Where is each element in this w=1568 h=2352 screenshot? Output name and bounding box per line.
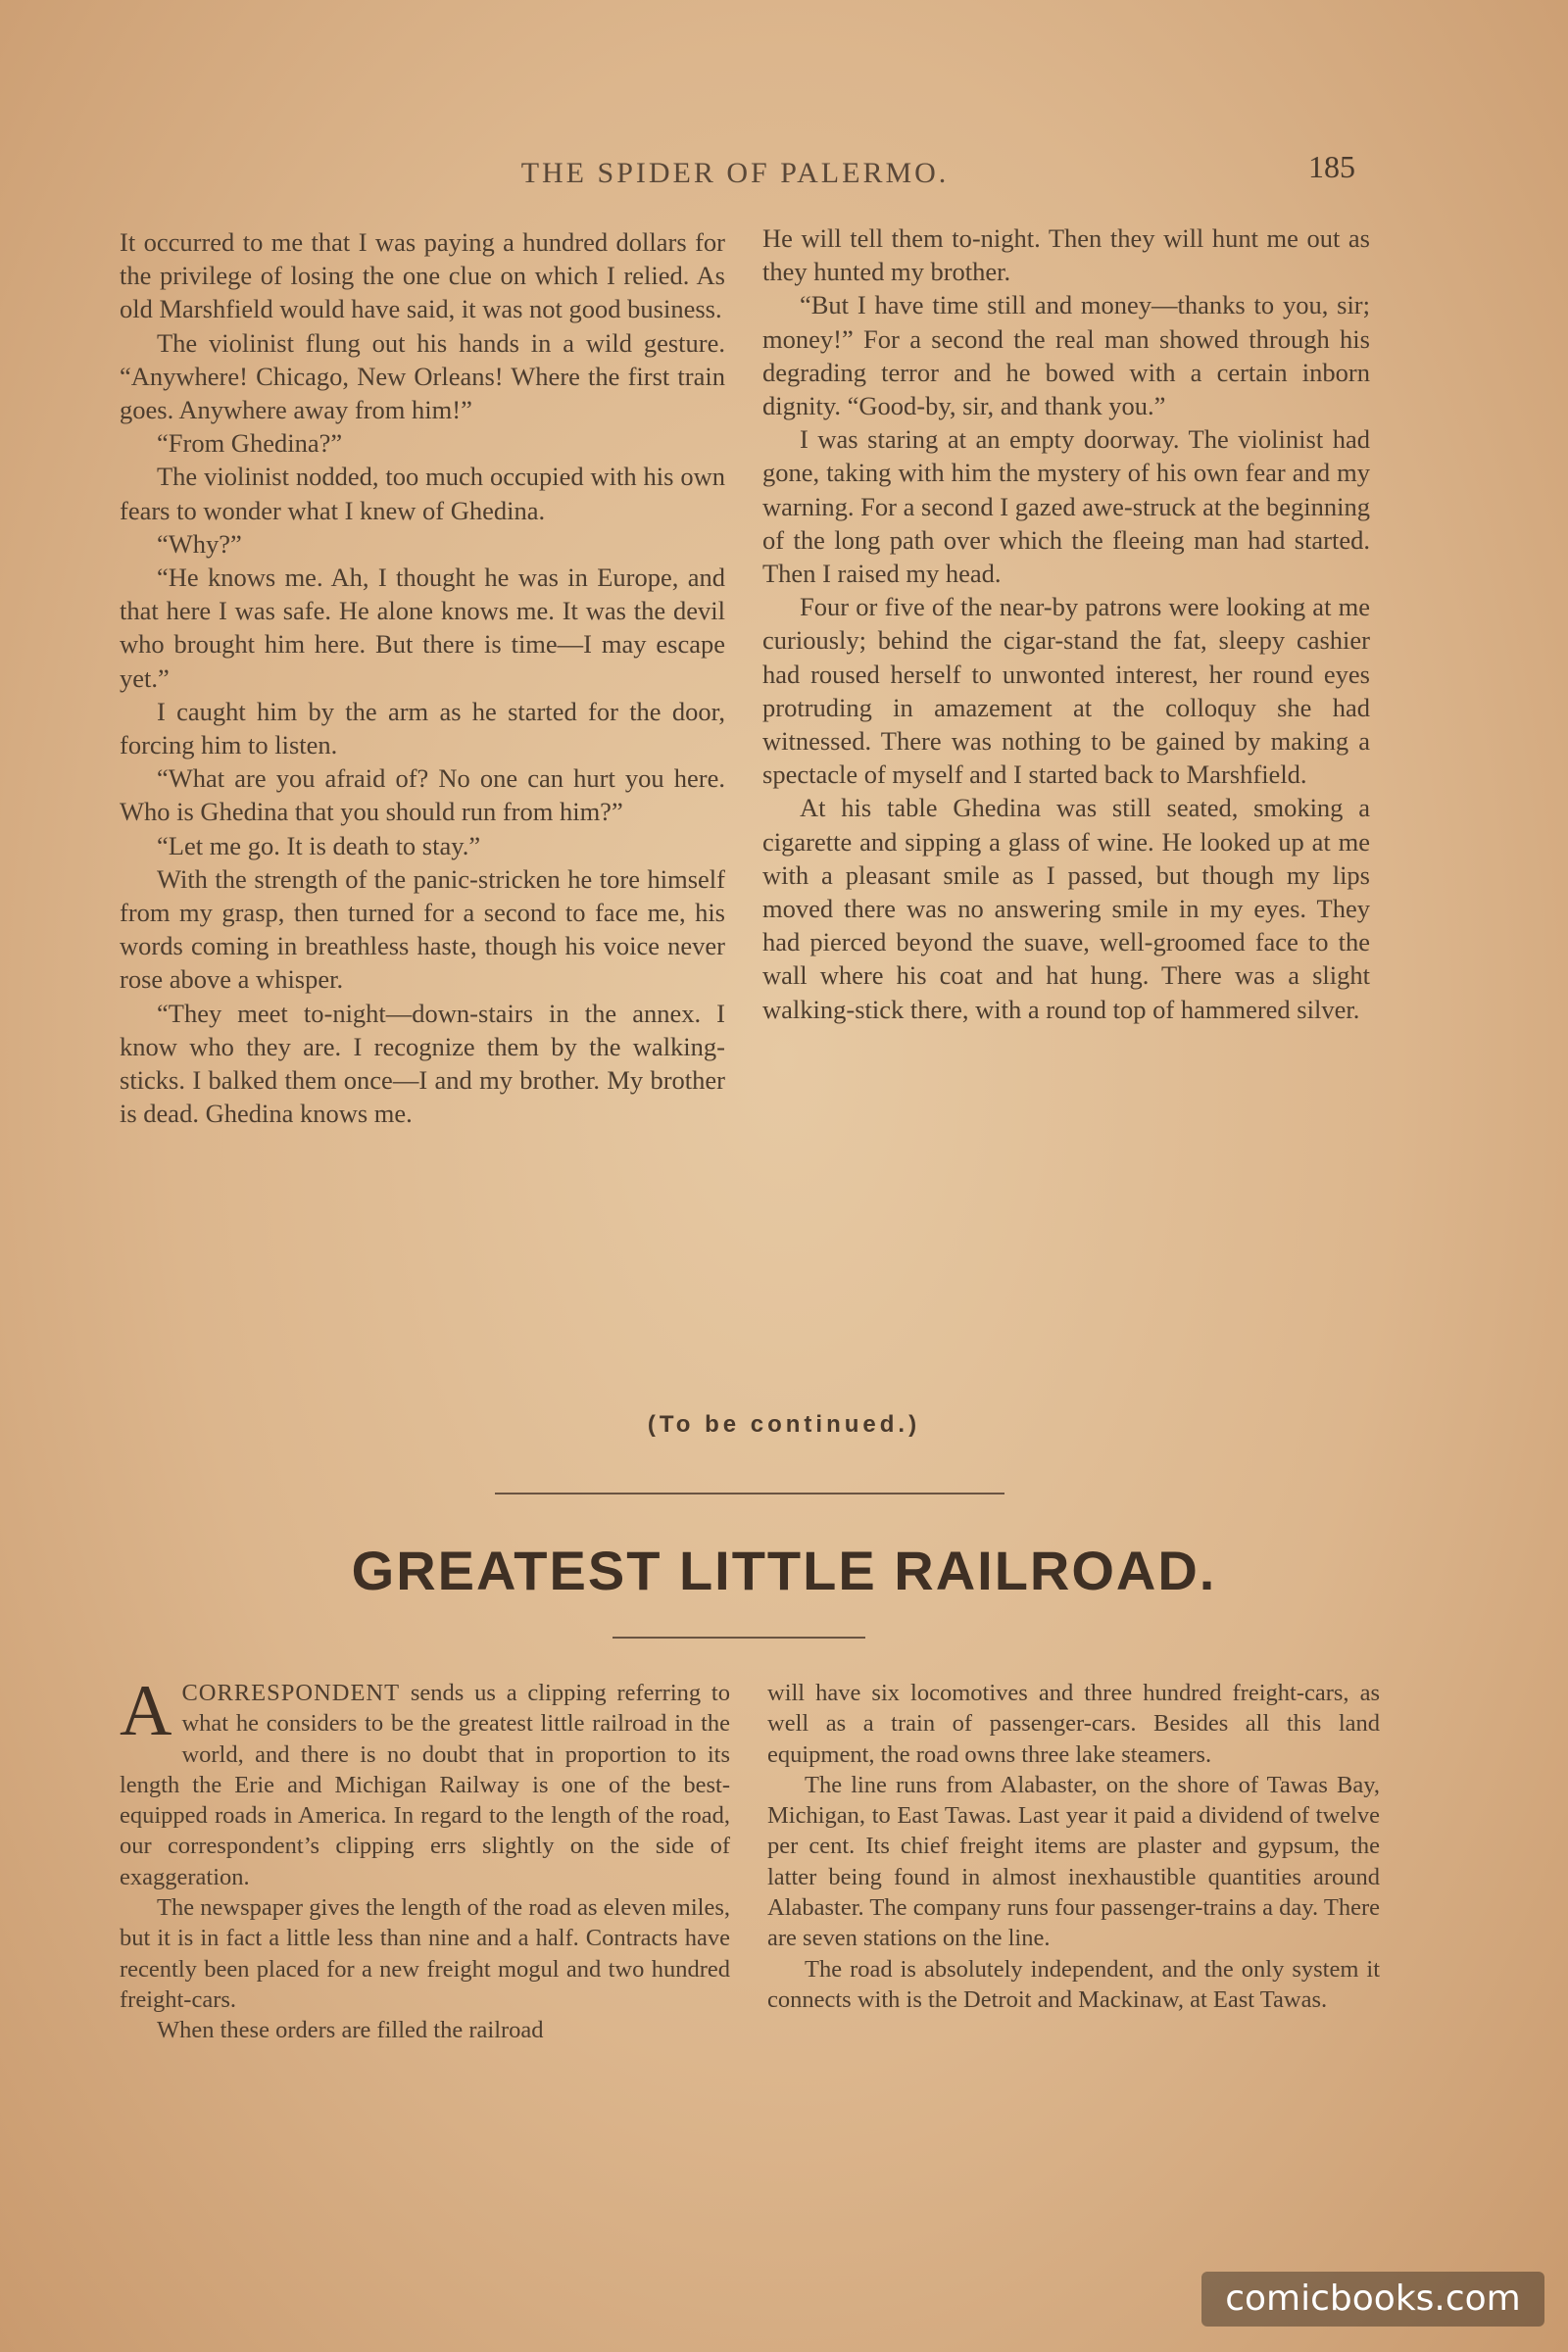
title-underline: [612, 1637, 865, 1639]
story-paragraph: He will tell them to-night. Then they will hunt me out as they hunted my brother.: [762, 223, 1370, 287]
story-paragraph: “Why?”: [157, 528, 242, 559]
lead-text: sends us a clipping referring to what he considers to be the greatest little railroad in the world, and there is no doubt that in proportion to its length the Erie and Michigan Railway is one of the best-equipped roads in America. In regard to the length of the road, our correspondent’s clipping errs slightly on the side of exaggeration.: [120, 1680, 730, 1890]
article-paragraph: When these orders are filled the railroad: [157, 2017, 544, 2044]
story-paragraph: “From Ghedina?”: [157, 428, 343, 459]
article-title: GREATEST LITTLE RAILROAD.: [351, 1540, 1217, 1601]
running-head: THE SPIDER OF PALERMO.: [520, 157, 950, 189]
article-column-left: [120, 1671, 730, 2046]
page-number: 185: [1308, 149, 1355, 184]
story-paragraph: It occurred to me that I was paying a hundred dollars for the privilege of losing the one clue on which I relied. As old Marshfield would have said, it was not good business.: [120, 227, 725, 324]
story-paragraph: “What are you afraid of? No one can hurt you here. Who is Ghedina that you should run from him?”: [120, 763, 725, 827]
story-paragraph: The violinist flung out his hands in a wild gesture. “Anywhere! Chicago, New Orleans! Where the first train goes. Anywhere away from him!”: [120, 327, 725, 425]
story-paragraph: “But I have time still and money—thanks to you, sir; money!” For a second the real man showed through his degrading terror and he bowed with a certain inborn dignity. “Good-by, sir, and thank you.”: [762, 290, 1370, 421]
section-divider: [495, 1493, 1004, 1494]
story-paragraph: At his table Ghedina was still seated, smoking a cigarette and sipping a glass of wine. He looked up at me with a pleasant smile as I passed, but though my lips moved there was no answering smile in my eyes. They had pierced beyond the suave, well-groomed face to the wall where his coat and hat hung. There was a slight walking-stick there, with a round top of hammered silver.: [762, 793, 1370, 1024]
story-paragraph: I was staring at an empty doorway. The violinist had gone, taking with him the mystery of his own fear and my warning. For a second I gazed awe-struck at the beginning of the long path over which the fleeing man had started. Then I raised my head.: [762, 424, 1370, 589]
story-column-right: [762, 221, 1370, 1026]
story-paragraph: “Let me go. It is death to stay.”: [157, 830, 481, 860]
drop-cap: A: [120, 1671, 172, 1751]
story-paragraph: Four or five of the near-by patrons were looking at me curiously; behind the cigar-stand the fat, sleepy cashier had roused herself to unwonted interest, her round eyes protruding in amazement at the colloquy she had witnessed. There was nothing to be gained by making a spectacle of myself and I started back to Marshfield.: [762, 592, 1370, 790]
article-column-right: [767, 1678, 1380, 2015]
article-paragraph: will have six locomotives and three hundred freight-cars, as well as a train of passenger-cars. Besides all this land equipment, the road owns three lake steamers.: [767, 1680, 1380, 1768]
watermark: comicbooks.com: [1201, 2272, 1544, 2327]
story-paragraph: “He knows me. Ah, I thought he was in Europe, and that here I was safe. He alone knows me. It was the devil who brought him here. But there is time—I may escape yet.”: [120, 563, 725, 693]
story-paragraph: The violinist nodded, too much occupied with his own fears to wonder what I knew of Ghedina.: [120, 462, 725, 525]
story-paragraph: “They meet to-night—down-stairs in the annex. I know who they are. I recognize them by the walking-sticks. I balked them once—I and my brother. My brother is dead. Ghedina knows me.: [120, 998, 725, 1129]
article-paragraph: The newspaper gives the length of the road as eleven miles, but it is in fact a little less than nine and a half. Contracts have recently been placed for a new freight mogul and two hundred freight-cars.: [120, 1894, 730, 2013]
article-paragraph: [120, 1671, 730, 1892]
story-column-left: [120, 225, 725, 1130]
story-paragraph: I caught him by the arm as he started for the door, forcing him to listen.: [120, 696, 725, 760]
story-paragraph: With the strength of the panic-stricken he tore himself from my grasp, then turned for a second to face me, his words coming in breathless haste, though his voice never rose above a whisper.: [120, 863, 725, 995]
to-be-continued: (To be continued.): [647, 1411, 921, 1438]
article-paragraph: The line runs from Alabaster, on the shore of Tawas Bay, Michigan, to East Tawas. Last year it paid a dividend of twelve per cent. Its chief freight items are plaster and gypsum, the latter being found in almost inexhaustible quantities around Alabaster. The company runs four passenger-trains a day. There are seven stations on the line.: [767, 1771, 1380, 1952]
article-paragraph: The road is absolutely independent, and the only system it connects with is the Detroit and Mackinaw, at East Tawas.: [767, 1955, 1380, 2013]
lead-word: CORRESPONDENT: [181, 1680, 401, 1706]
